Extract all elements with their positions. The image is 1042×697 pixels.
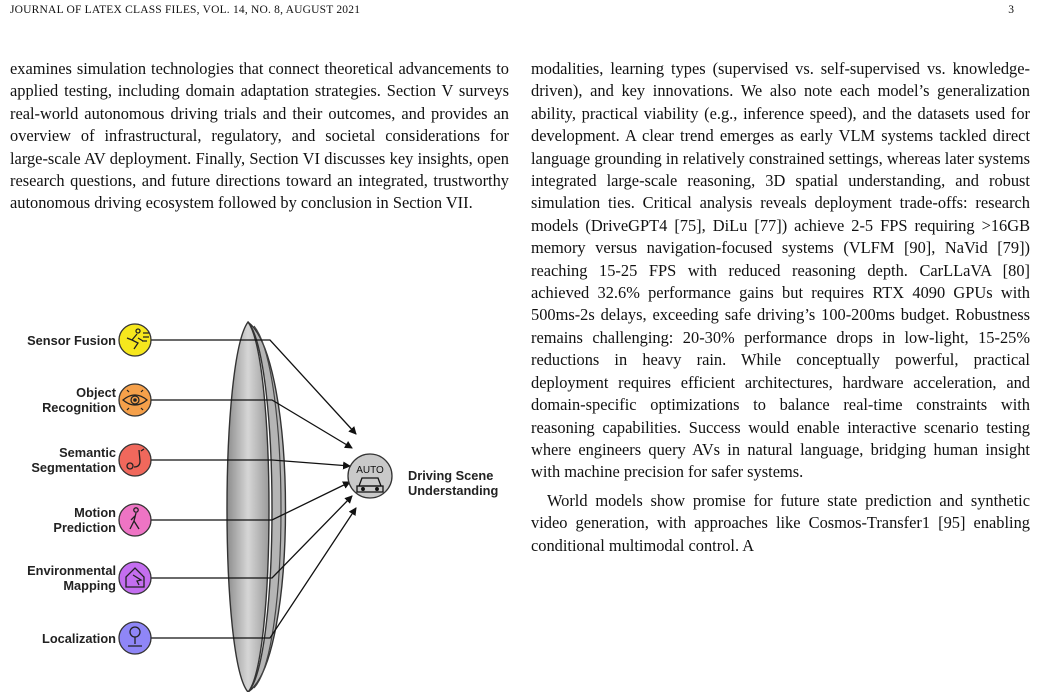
label-environmental-mapping: Environmental Mapping [27,563,116,593]
auto-hub-node [348,454,392,498]
right-paragraph-1: modalities, learning types (supervised vs. self-supervised vs. knowledge-driven), and key innovations. We also note each model’s generalization ability, practical viability (e.g., inference speed), and the datasets used for development. A clear trend emerges as early VLM systems tackled direct language grounding in relatively constrained settings, whereas later systems integrated large-scale reasoning, 3D spatial understanding, and robust simulation ties. Critical analysis reveals deployment trade-offs: research models (DriveGPT4 [75], DiLu [77]) achieve 2-5 FPS requiring >16GB memory versus navigation-focused systems (VLFM [90], NaVid [79]) reaching 15-25 FPS with reduced reasoning depth. CarLLaVA [80] achieved 32.6% performance gains but requires RTX 4090 GPUs with 500ms-2s delays, exceeding safe driving’s 100-200ms budget. Robustness remains challenging: 20-30% performance drops in low-light, 15-25% reductions in heavy rain. While conceptually powerful, practical deployment requires efficient architectures, hardware acceleration, and domain-specific optimizations to balance real-time constraints with reasoning capabilities. Success would enable interactive scenario testing where engineers query AVs in natural language, bridging human insight with machine precision for safer systems. [531,59,1030,482]
object-recognition-node [119,384,151,416]
label-driving-scene-understanding: Driving Scene Understanding [408,468,499,498]
label-sensor-fusion: Sensor Fusion [27,333,116,348]
environmental-mapping-node [119,562,151,594]
right-paragraph-2: World models show promise for future state prediction and synthetic video generation, with approaches like Cosmos-Transfer1 [95] enabling conditional multimodal control. A [531,490,1030,555]
sensor-fusion-node [119,324,151,356]
figure-driving-scene [0,320,520,692]
left-column-text: examines simulation technologies that connect theoretical advancements to applied testing, including domain adaptation strategies. Section V surveys real-world autonomous driving trials and their outcomes, and provides an overview of infrastructural, regulatory, and societal considerations for large-scale AV deployment. Finally, Section VI discusses key insights, open research questions, and future directions toward an integrated, trustworthy autonomous driving ecosystem followed by conclusion in Section VII. [10,59,509,213]
label-motion-prediction: Motion Prediction [53,505,116,535]
motion-prediction-node [119,504,151,536]
semantic-segmentation-node [119,444,151,476]
lens-front [227,322,269,692]
localization-node [119,622,151,654]
hub-label: AUTO [356,465,384,476]
label-object-recognition: Object Recognition [42,385,116,415]
right-column-text [531,58,1030,557]
journal-header: JOURNAL OF LATEX CLASS FILES, VOL. 14, NO. 8, AUGUST 2021 [10,4,361,16]
label-semantic-segmentation: Semantic Segmentation [31,445,116,475]
page-number: 3 [1008,4,1014,16]
label-localization: Localization [42,631,116,646]
